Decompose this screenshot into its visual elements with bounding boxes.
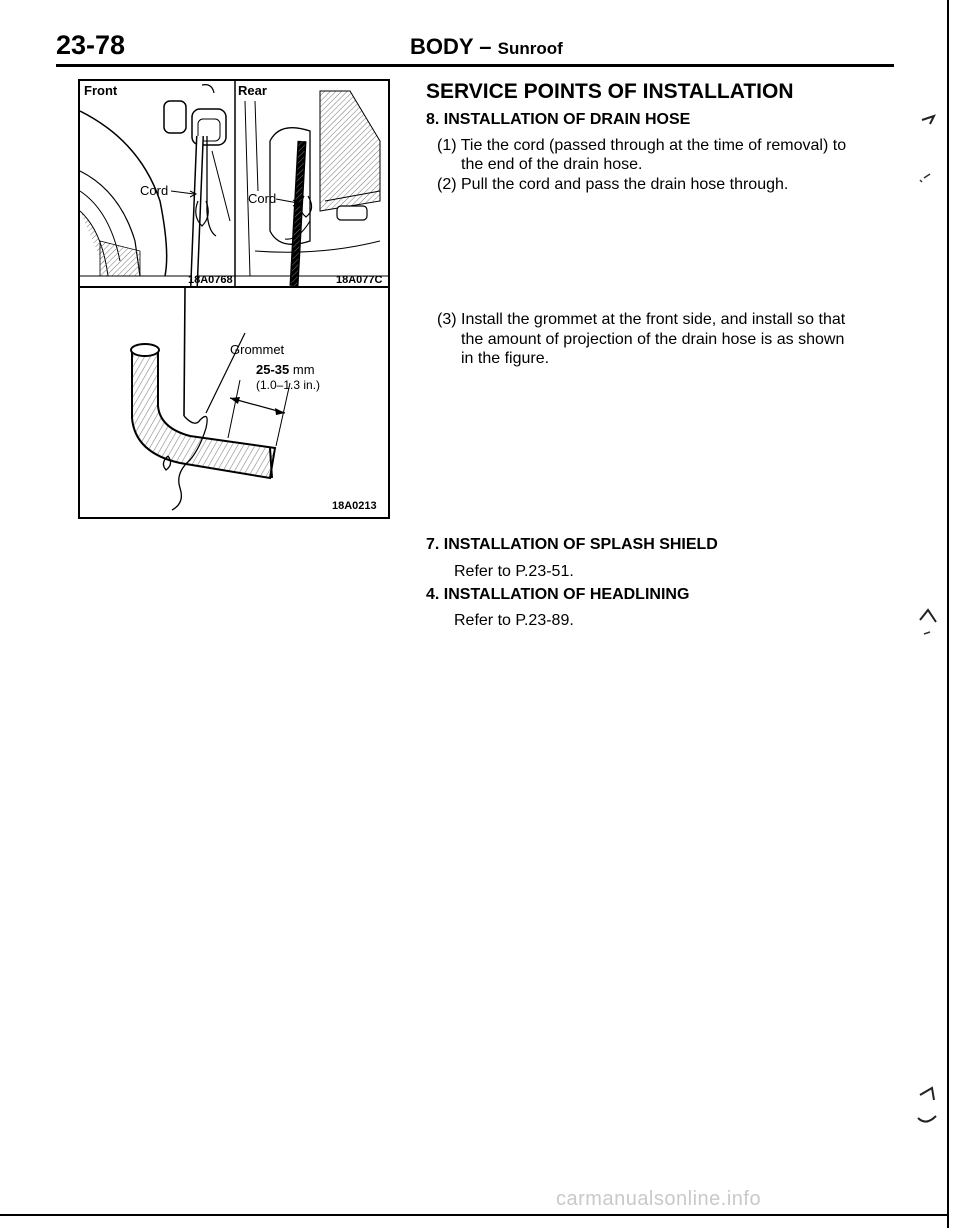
- figure-grommet: [78, 286, 390, 519]
- figure-code-rear: 18A077C: [336, 274, 383, 286]
- cord-label-rear: Cord: [248, 191, 277, 206]
- step8-item3-line1: (3) Install the grommet at the front side, and install so that: [437, 311, 846, 328]
- dimension-in: (1.0–1.3 in.): [256, 378, 321, 392]
- watermark: carmanualsonline.info: [556, 1188, 762, 1210]
- right-edge-rule: [947, 0, 949, 1228]
- front-label: Front: [84, 83, 118, 98]
- header-rule: [56, 64, 894, 67]
- header-section: BODY: [410, 34, 474, 59]
- step8-item1-line2: the end of the drain hose.: [461, 156, 643, 173]
- header-dash: –: [479, 34, 492, 59]
- figure-code-front: 18A0768: [188, 274, 233, 286]
- figure-cord-front-rear: [78, 79, 390, 289]
- bottom-rule: [0, 1214, 949, 1216]
- page-number: 23-78: [56, 30, 126, 60]
- step8-item3-line3: in the figure.: [461, 350, 550, 367]
- step8-item1-line1: (1) Tie the cord (passed through at the time of removal) to: [437, 137, 847, 154]
- cord-label-front: Cord: [140, 183, 169, 198]
- header-title: [410, 34, 563, 60]
- step8-heading: 8. INSTALLATION OF DRAIN HOSE: [426, 111, 691, 128]
- grommet-illustration: [80, 288, 388, 517]
- dimension-mm: [256, 362, 315, 377]
- step4-heading: 4. INSTALLATION OF HEADLINING: [426, 586, 690, 603]
- step4-refer: Refer to P.23-89.: [454, 612, 574, 629]
- header-subsection: Sunroof: [497, 39, 563, 58]
- grommet-label: Grommet: [230, 342, 285, 357]
- step7-heading: 7. INSTALLATION OF SPLASH SHIELD: [426, 536, 718, 553]
- scan-edge-marks: [900, 110, 940, 1150]
- figure-code-grommet: 18A0213: [332, 500, 377, 512]
- section-title: SERVICE POINTS OF INSTALLATION: [426, 80, 794, 103]
- rear-label: Rear: [238, 83, 267, 98]
- dimension-mm-unit: mm: [292, 362, 315, 377]
- step8-item3-line2: the amount of projection of the drain hose is as shown: [461, 331, 845, 348]
- cord-illustration: [80, 81, 388, 287]
- dimension-mm-value: 25-35: [256, 362, 290, 377]
- step8-item2: (2) Pull the cord and pass the drain hose through.: [437, 176, 789, 193]
- step7-refer: Refer to P.23-51.: [454, 563, 574, 580]
